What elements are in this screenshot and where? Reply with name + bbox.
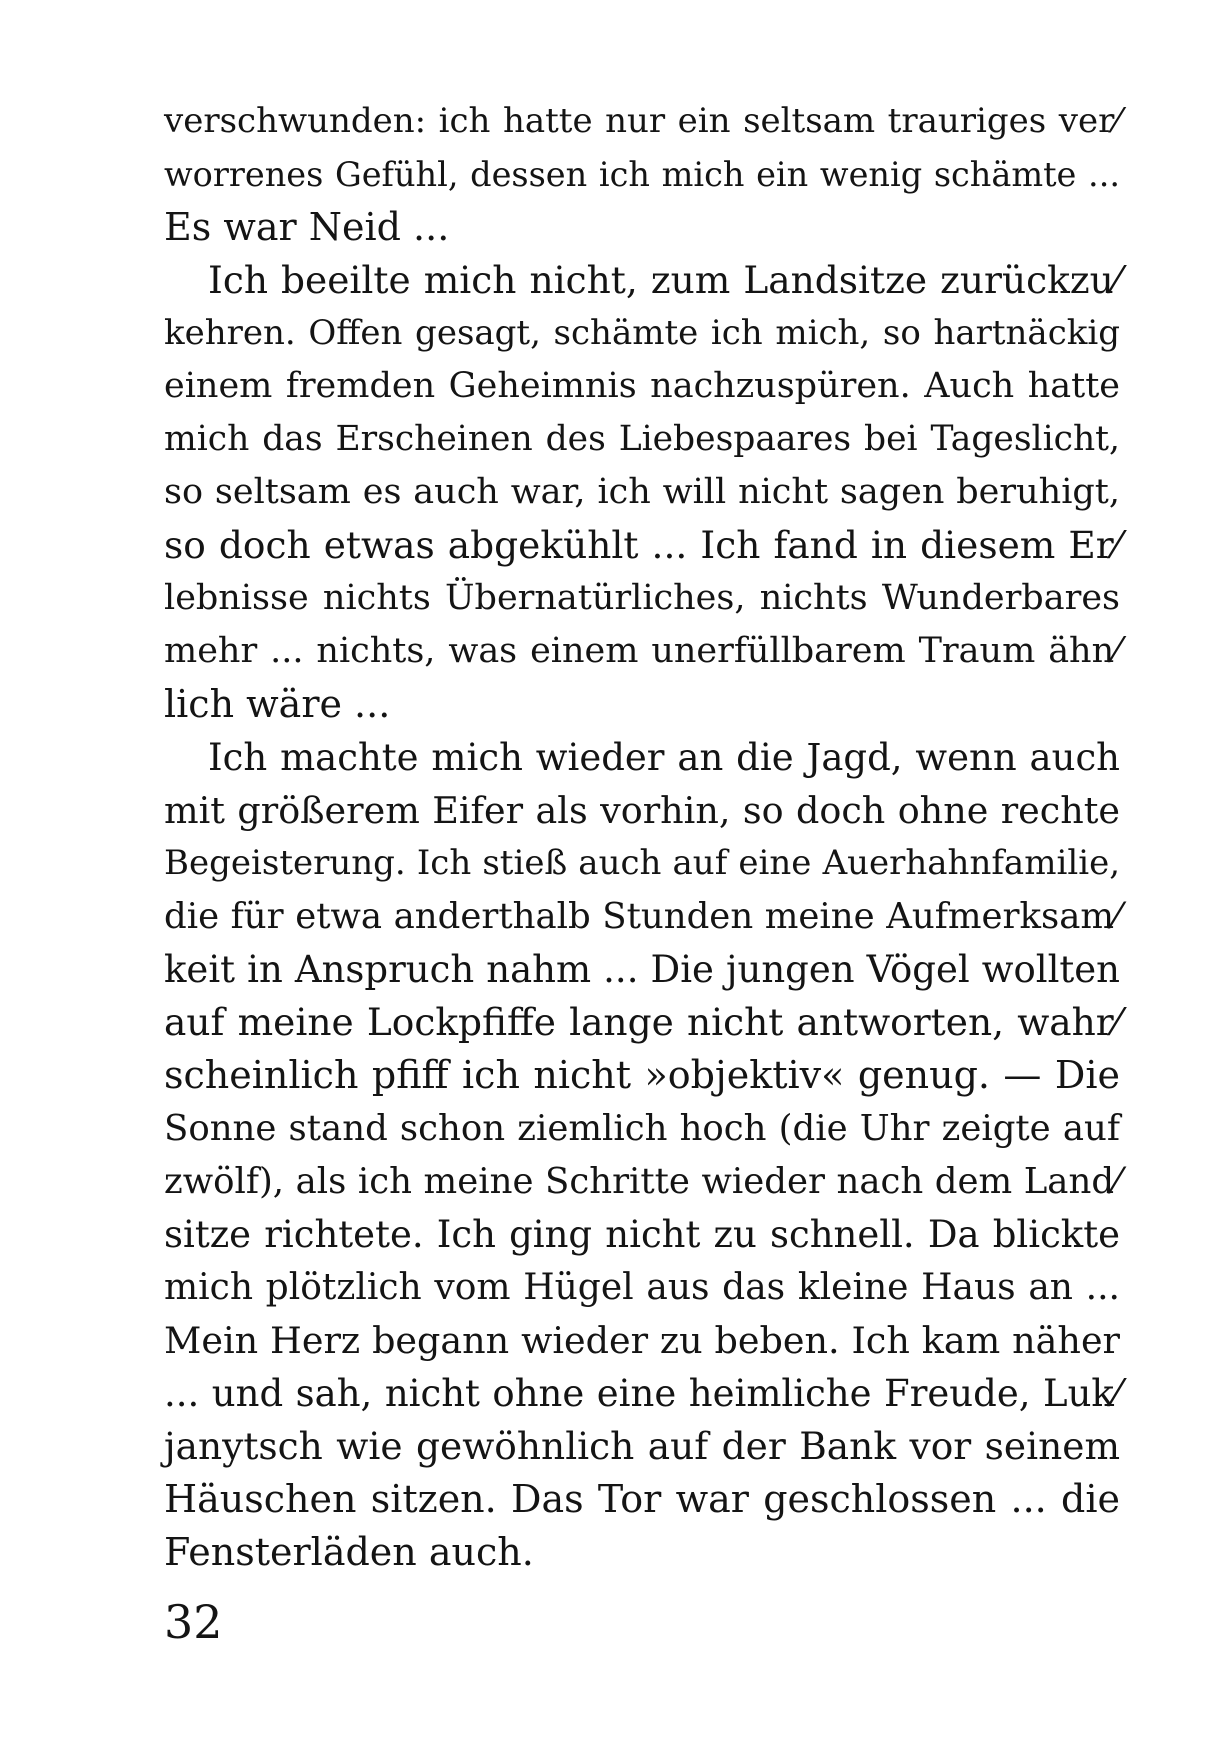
text-line: lebnisse nichts Übernatürliches, nichts Wunderbares	[164, 578, 1120, 618]
text-line: einem fremden Geheimnis nachzuspüren. Auch hatte	[164, 366, 1120, 406]
text-line: auf meine Lockpfiffe lange nicht antworten, wahr⁄	[164, 1000, 1120, 1044]
text-line: Begeisterung. Ich stieß auch auf eine Auerhahnfamilie,	[164, 843, 1120, 883]
text-line: so doch etwas abgekühlt ... Ich fand in diesem Er⁄	[164, 523, 1120, 567]
text-line: Ich machte mich wieder an die Jagd, wenn auch	[208, 736, 1120, 779]
text-line: scheinlich pfiff ich nicht »objektiv« genug. — Die	[164, 1053, 1120, 1097]
text-line: verschwunden: ich hatte nur ein seltsam trauriges ver⁄	[164, 101, 1120, 141]
text-line: lich wäre ...	[164, 682, 391, 726]
text-line: sitze richtete. Ich ging nicht zu schnell. Da blickte	[164, 1213, 1120, 1256]
text-line: mich plötzlich vom Hügel aus das kleine Haus an ...	[164, 1267, 1120, 1308]
text-line: kehren. Offen gesagt, schämte ich mich, so hartnäckig	[164, 313, 1120, 353]
text-line: Fensterläden auch.	[164, 1530, 534, 1574]
body-text	[164, 95, 1120, 1579]
text-line: Es war Neid ...	[164, 205, 450, 249]
text-line: die für etwa anderthalb Stunden meine Aufmerksam⁄	[164, 896, 1120, 937]
text-line: worrenes Gefühl, dessen ich mich ein wenig schämte ...	[164, 155, 1120, 194]
text-line: janytsch wie gewöhnlich auf der Bank vor seinem	[164, 1424, 1120, 1468]
text-line: Mein Herz begann wieder zu beben. Ich kam näher	[164, 1319, 1120, 1362]
text-line: keit in Anspruch nahm ... Die jungen Vögel wollten	[164, 948, 1120, 991]
text-line: mit größerem Eifer als vorhin, so doch ohne rechte	[164, 789, 1120, 832]
page-number: 32	[164, 1595, 223, 1649]
text-line: Sonne stand schon ziemlich hoch (die Uhr zeigte auf	[164, 1108, 1120, 1149]
text-line: ... und sah, nicht ohne eine heimliche Freude, Luk⁄	[164, 1372, 1120, 1415]
text-line: Ich beeilte mich nicht, zum Landsitze zurückzu⁄	[208, 258, 1120, 302]
text-line: mehr ... nichts, was einem unerfüllbarem Traum ähn⁄	[164, 631, 1120, 671]
text-line: zwölf), als ich meine Schritte wieder nach dem Land⁄	[164, 1161, 1120, 1202]
text-line: so seltsam es auch war, ich will nicht sagen beruhigt,	[164, 472, 1120, 512]
text-line: mich das Erscheinen des Liebespaares bei Tageslicht,	[164, 419, 1120, 459]
text-line: Häuschen sitzen. Das Tor war geschlossen ... die	[164, 1477, 1120, 1521]
